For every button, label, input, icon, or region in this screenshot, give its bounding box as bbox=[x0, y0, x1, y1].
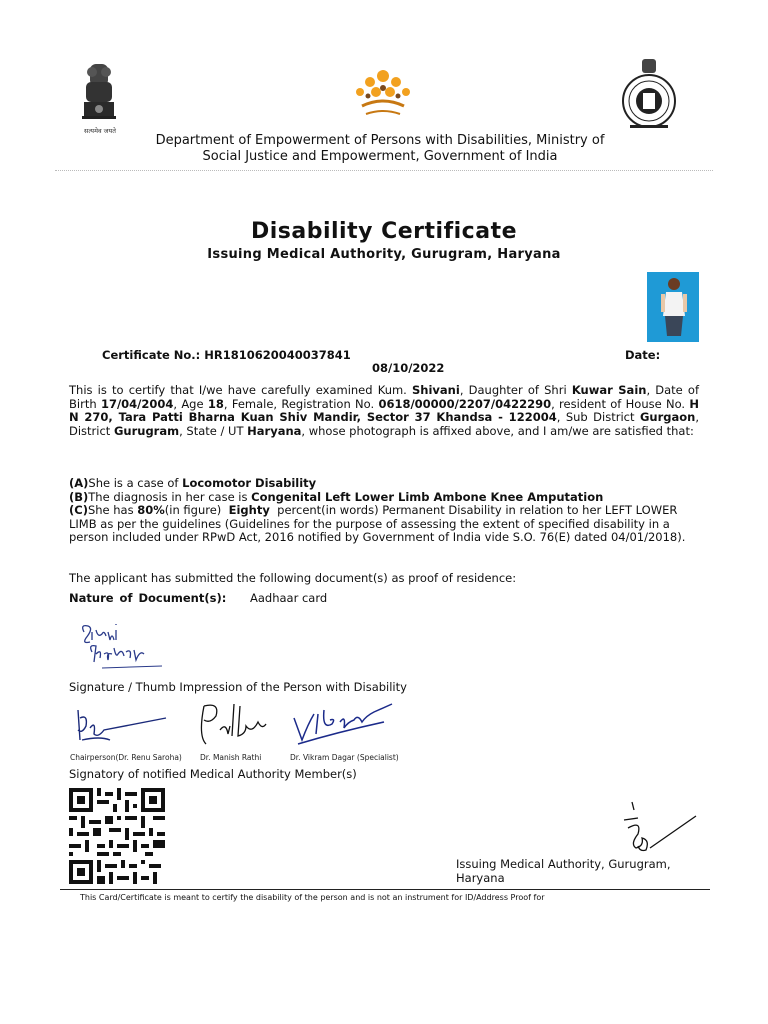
patient-name: Shivani bbox=[412, 383, 460, 397]
document-nature-label: Nature of Document(s): bbox=[69, 591, 227, 605]
clause-c bbox=[69, 504, 699, 545]
text: , Female, Registration No. bbox=[223, 396, 375, 411]
certification-paragraph bbox=[69, 384, 699, 438]
date-label: Date: bbox=[625, 348, 661, 362]
footnote: This Card/Certificate is meant to certify the disability of the person and is not an instrument for ID/Address Proof for bbox=[80, 893, 545, 902]
page-title: Disability Certificate bbox=[250, 219, 518, 244]
sugamya-logo bbox=[346, 66, 420, 124]
district: Gurugram bbox=[113, 423, 180, 438]
chairperson-caption: Chairperson(Dr. Renu Saroha) bbox=[70, 753, 182, 762]
page-subtitle: Issuing Medical Authority, Gurugram, Haryana bbox=[207, 247, 561, 262]
certificate-number-value: HR1810620040037841 bbox=[204, 348, 351, 362]
header-divider bbox=[55, 170, 713, 171]
clauses bbox=[69, 477, 699, 545]
date-value: 08/10/2022 bbox=[372, 361, 445, 375]
text: , District bbox=[69, 410, 699, 438]
text: She has bbox=[87, 503, 134, 517]
certificate-number-label: Certificate No.: bbox=[102, 348, 201, 362]
certificate-number bbox=[102, 348, 351, 362]
diagnosis: Congenital Left Lower Limb Ambone Knee Amputation bbox=[251, 489, 604, 504]
text: She is a case of bbox=[88, 476, 179, 490]
text: , State / UT bbox=[179, 423, 244, 438]
national-emblem-logo bbox=[78, 60, 120, 135]
patient-signature-caption: Signature / Thumb Impression of the Person with Disability bbox=[69, 680, 407, 694]
issuing-authority: Issuing Medical Authority, Gurugram, Haryana bbox=[456, 857, 671, 885]
state: Haryana bbox=[247, 423, 302, 438]
clause-label: (B) bbox=[69, 489, 89, 504]
national-emblem-caption: सत्यमेव जयते bbox=[84, 127, 116, 135]
registration-number: 0618/00000/2207/0422290 bbox=[378, 396, 552, 411]
notified-authority-caption: Signatory of notified Medical Authority Member(s) bbox=[69, 767, 357, 781]
specialist-signature bbox=[288, 700, 400, 750]
haryana-seal-logo bbox=[620, 57, 678, 132]
footer-divider bbox=[60, 889, 710, 890]
applicant-photo bbox=[647, 272, 699, 342]
document-nature bbox=[69, 591, 327, 605]
sub-district: Gurgaon bbox=[639, 410, 696, 424]
specialist-caption: Dr. Vikram Dagar (Specialist) bbox=[290, 753, 399, 762]
age: 18 bbox=[207, 396, 224, 411]
text: , resident of House No. bbox=[551, 396, 686, 411]
clause-b bbox=[69, 491, 699, 505]
text: This is to certify that I/we have carefully examined Kum. bbox=[69, 383, 407, 397]
chairperson-signature bbox=[70, 700, 175, 750]
document-nature-value: Aadhaar card bbox=[249, 591, 328, 605]
issuing-authority-signature bbox=[620, 800, 700, 860]
clause-label: (C) bbox=[69, 503, 88, 517]
text: , whose photograph is affixed above, and I am/we are satisfied that: bbox=[301, 423, 694, 438]
disability-percent: 80% bbox=[137, 503, 165, 517]
qr-code bbox=[69, 788, 165, 884]
text: percent(in words) Permanent Disability in relation to her LEFT LOWER LIMB as per the guidelines (Guidelines for the purpose of assessing the extent of specified disability in a person included under RPwD Act, 2016 notified by Government of India vide S.O. 76(E) dated 04/01/2018). bbox=[69, 503, 686, 544]
clause-a bbox=[69, 477, 699, 491]
member-signature bbox=[196, 700, 276, 750]
clause-label: (A) bbox=[69, 476, 89, 490]
text: , Daughter of Shri bbox=[459, 383, 567, 397]
father-name: Kuwar Sain bbox=[571, 383, 647, 397]
address: H N 270, Tara Patti Bharna Kuan Shiv Mandir, Sector 37 Khandsa - 122004 bbox=[69, 396, 700, 424]
text: (in figure) bbox=[164, 503, 222, 517]
text: , Age bbox=[173, 396, 204, 411]
disability-percent-words: Eighty bbox=[228, 503, 270, 517]
applicant-statement: The applicant has submitted the following document(s) as proof of residence: bbox=[69, 571, 517, 585]
date-of-birth: 17/04/2004 bbox=[100, 396, 174, 411]
text: The diagnosis in her case is bbox=[88, 489, 248, 504]
member-caption: Dr. Manish Rathi bbox=[200, 753, 262, 762]
text: , Sub District bbox=[556, 410, 635, 424]
disability-type: Locomotor Disability bbox=[182, 476, 317, 490]
department-heading: Department of Empowerment of Persons with Disabilities, Ministry of Social Justice and Empowerment, Government of India bbox=[155, 133, 605, 164]
patient-signature bbox=[78, 618, 170, 676]
text: , Date of Birth bbox=[69, 383, 700, 411]
